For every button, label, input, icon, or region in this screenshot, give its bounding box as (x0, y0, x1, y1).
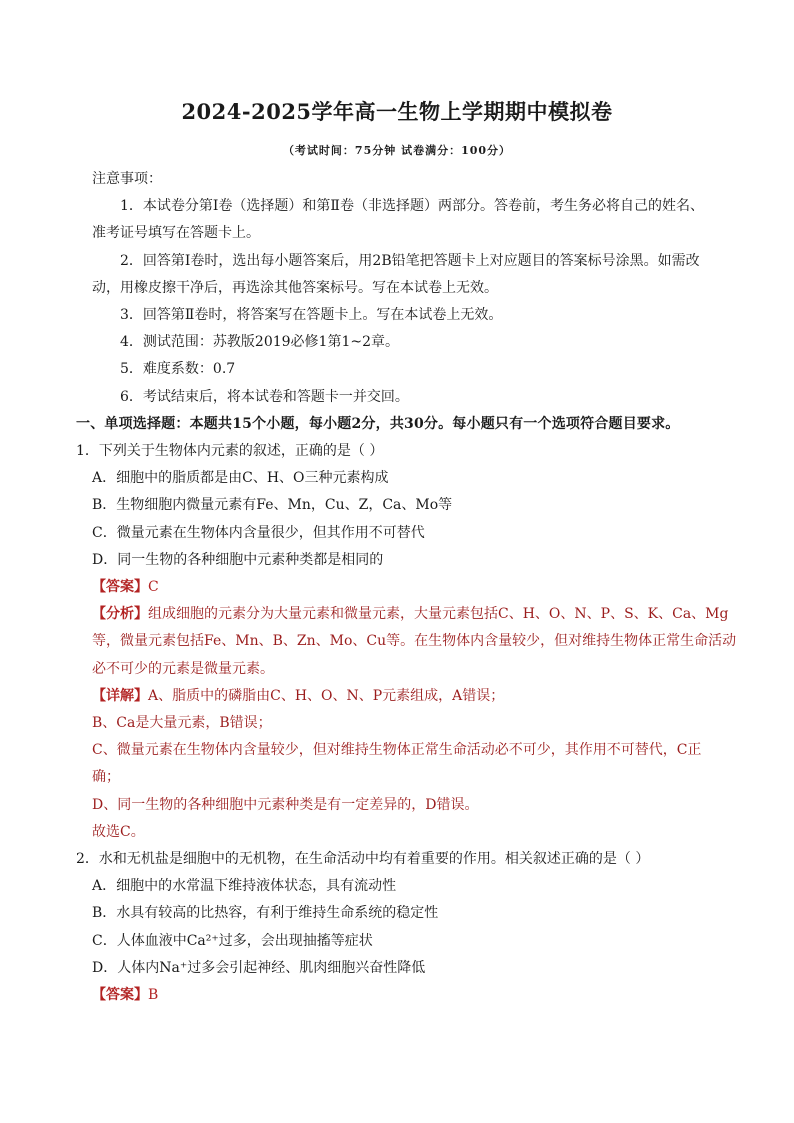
exam-content (76, 166, 737, 1009)
question-2-option-a: A．细胞中的水常温下维持液体状态，具有流动性 (92, 878, 397, 895)
detail-text: D、同一生物的各种细胞中元素种类是有一定差异的，D错误。 (92, 796, 479, 813)
answer-value: C (148, 579, 159, 596)
question-1-option-a: A．细胞中的脂质都是由C、H、O三种元素构成 (92, 470, 389, 487)
question-1-stem: 1．下列关于生物体内元素的叙述，正确的是（ ） (76, 443, 384, 460)
detail-text: 故选C。 (92, 823, 145, 840)
analysis-text: 必不可少的元素是微量元素。 (92, 660, 274, 677)
notice-item: 3．回答第Ⅱ卷时，将答案写在答题卡上。写在本试卷上无效。 (120, 307, 503, 324)
notice-heading: 注意事项： (92, 171, 162, 187)
question-2-answer (76, 982, 726, 1009)
question-1-detail (76, 683, 726, 710)
notice-item: 6．考试结束后，将本试卷和答题卡一并交回。 (120, 388, 409, 405)
question-2-option-d: D．人体内Na⁺过多会引起神经、肌肉细胞兴奋性降低 (92, 959, 426, 976)
notice-item: 准考证号填写在答题卡上。 (92, 225, 260, 242)
answer-tag: 【答案】 (92, 987, 148, 1004)
detail-tag: 【详解】 (92, 687, 148, 704)
exam-info: （考试时间：75分钟 试卷满分：100分） (282, 144, 512, 157)
detail-text: 确； (92, 769, 120, 786)
notice-item: 1．本试卷分第Ⅰ卷（选择题）和第Ⅱ卷（非选择题）两部分。答卷前，考生务必将自己的姓名、 (120, 198, 704, 215)
page-title: 2024-2025学年高一生物上学期期中模拟卷 (181, 99, 613, 124)
analysis-tag: 【分析】 (92, 606, 148, 623)
answer-value: B (148, 987, 159, 1004)
notice-item: 动，用橡皮擦干净后，再选涂其他答案标号。写在本试卷上无效。 (92, 279, 498, 296)
detail-text: A、脂质中的磷脂由C、H、O、N、P元素组成，A错误； (148, 687, 505, 704)
notice-item: 5．难度系数：0.7 (120, 361, 236, 378)
answer-tag: 【答案】 (92, 579, 148, 596)
notice-item: 2．回答第Ⅰ卷时，选出每小题答案后，用2B铅笔把答题卡上对应题目的答案标号涂黑。如需改 (120, 252, 700, 269)
question-1-option-c: C．微量元素在生物体内含量很少，但其作用不可替代 (92, 524, 425, 541)
analysis-text: 等，微量元素包括Fe、Mn、B、Zn、Mo、Cu等。在生物体内含量较少，但对维持生物体正常生命活动 (92, 633, 737, 650)
question-1-analysis (76, 601, 729, 628)
detail-text: C、微量元素在生物体内含量较少，但对维持生物体正常生命活动必不可少，其作用不可替代，C正 (92, 742, 702, 759)
question-2-option-c: C．人体血液中Ca²⁺过多，会出现抽搐等症状 (92, 932, 373, 949)
notice-item: 4．测试范围：苏教版2019必修1第1~2章。 (120, 334, 399, 351)
question-2-option-b: B．水具有较高的比热容，有利于维持生命系统的稳定性 (92, 905, 439, 922)
question-2-stem: 2．水和无机盐是细胞中的无机物，在生命活动中均有着重要的作用。相关叙述正确的是（ ） (76, 851, 650, 868)
question-1-option-d: D．同一生物的各种细胞中元素种类都是相同的 (92, 551, 384, 568)
analysis-text: 组成细胞的元素分为大量元素和微量元素，大量元素包括C、H、O、N、P、S、K、Ca、Mg (148, 606, 729, 623)
detail-text: B、Ca是大量元素，B错误； (92, 715, 272, 732)
question-1-answer (76, 574, 726, 601)
section-heading: 一、单项选择题：本题共15个小题，每小题2分，共30分。每小题只有一个选项符合题目要求。 (76, 415, 680, 432)
question-1-option-b: B．生物细胞内微量元素有Fe、Mn，Cu、Z，Ca、Mo等 (92, 497, 453, 514)
